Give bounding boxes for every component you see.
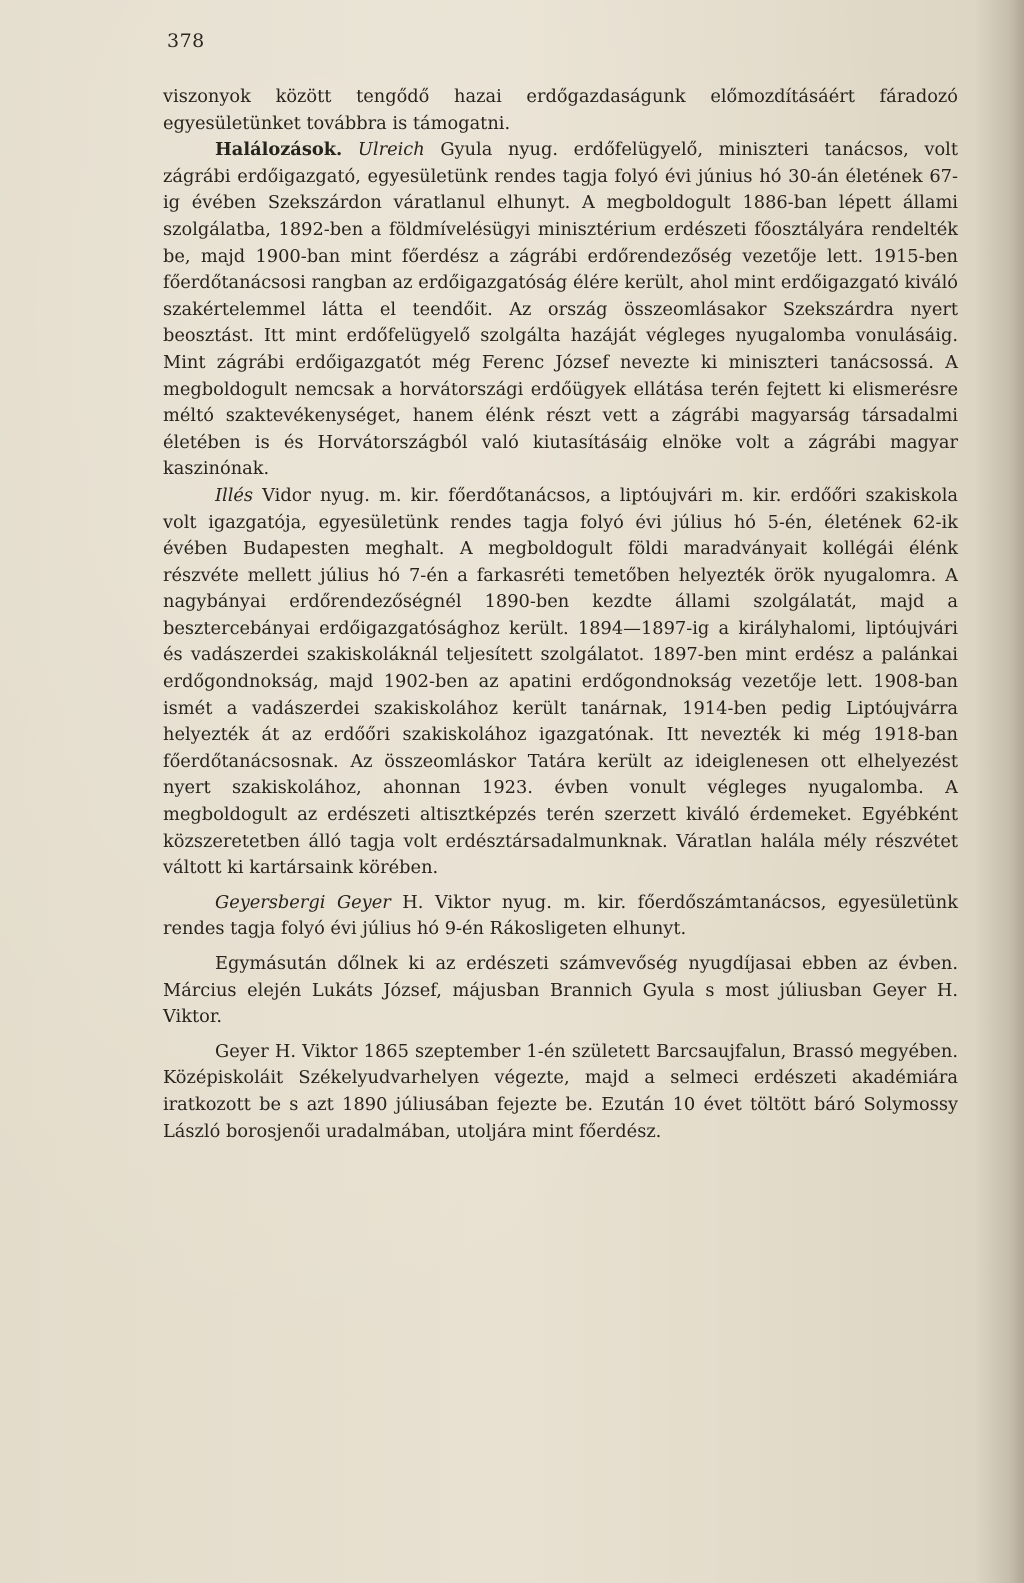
paragraph-geyer-biography [163, 1039, 958, 1145]
page-edge-shadow [974, 0, 1024, 1583]
paragraph-accounting-retirees [163, 951, 958, 1031]
person-name: Ulreich [357, 139, 425, 161]
paragraph-text: viszonyok között tengődő hazai erdőgazdaságunk előmozdításáért fáradozó egyesületünket továbbra is támogatni. [163, 86, 958, 134]
page-number: 378 [167, 30, 205, 52]
paragraph-obituary-ulreich [163, 137, 958, 483]
paragraph-text: Egymásután dőlnek ki az erdészeti számvevőség nyugdíjasai ebben az évben. Március elején Lukáts József, májusban Brannich Gyula s most júliusban Geyer H. Viktor. [163, 953, 958, 1028]
person-name: Illés [215, 484, 254, 506]
section-heading: Halálozások. [215, 139, 343, 161]
paragraph-obituary-illes [163, 483, 958, 882]
body-text [163, 84, 958, 1145]
person-name: Geyersbergi Geyer [215, 891, 391, 913]
paragraph-text: Vidor nyug. m. kir. főerdőtanácsos, a liptóujvári m. kir. erdőőri szakiskola volt igazgatója, egyesületünk rendes tagja folyó évi július hó 5-én, életének 62-ik évében Budapesten meghalt. A megboldogult földi maradványait kollégái élénk részvéte mellett július hó 7-én a farkasréti temetőben helyezték örök nyugalomra. A nagybányai erdőrendezőségnél 1890-ben kezdte állami szolgálatát, majd a besztercebányai erdőigazgatósághoz került. 1894—1897-ig a királyhalomi, liptóujvári és vadászerdei szakiskoláknál teljesített szolgálatot. 1897-ben mint erdész a palánkai erdőgondnokság, majd 1902-ben az apatini erdőgondnokság vezetője lett. 1908-ban ismét a vadászerdei szakiskolához került tanárnak, 1914-ben pedig Liptóujvárra helyezték át az erdőőri szakiskolához igazgatónak. Itt nevezték ki még 1918-ban főerdőtanácsosnak. Az összeomláskor Tatára került az ideiglenesen ott elhelyezést nyert szakiskolához, ahonnan 1923. évben vonult végleges nyugalomba. A megboldogult az erdészeti altisztképzés terén szerzett kiváló érdemeket. Egyébként közszeretetben álló tagja volt erdésztársadalmunknak. Váratlan halála mély részvétet váltott ki kartársaink körében. [163, 484, 958, 879]
paragraph-text: Geyer H. Viktor 1865 szeptember 1-én született Barcsaujfalun, Brassó megyében. Középiskoláit Székelyudvarhelyen végezte, majd a selmeci erdészeti akadémiára iratkozott be s azt 1890 júliusában fejezte be. Ezután 10 évet töltött báró Solymossy László borosjenői uradalmában, utoljára mint főerdész. [163, 1040, 958, 1142]
paragraph-text: Gyula nyug. erdőfelügyelő, miniszteri tanácsos, volt zágrábi erdőigazgató, egyesületünk rendes tagja folyó évi június hó 30-án életének 67-ig évében Szekszárdon váratlanul elhunyt. A megboldogult 1886-ban lépett állami szolgálatba, 1892-ben a földmívelésügyi minisztérium erdészeti főosztályára rendelték be, majd 1900-ban mint főerdész a zágrábi erdőrendezőség vezetője lett. 1915-ben főerdőtanácsosi rangban az erdőigazgatóság élére került, ahol mint erdőigazgató kiváló szakértelemmel látta el teendőit. Az ország összeomlásakor Szekszárdra nyert beosztást. Itt mint erdőfelügyelő szolgálta hazáját végleges nyugalomba vonulásáig. Mint zágrábi erdőigazgatót még Ferenc József nevezte ki miniszteri tanácsossá. A megboldogult nemcsak a horvátországi erdőügyek ellátása terén fejtett ki elismerésre méltó szaktevékenységet, hanem élénk részt vett a zágrábi magyarság társadalmi életében is és Horvátországból való kiutasításáig elnöke volt a zágrábi magyar kaszinónak. [163, 139, 958, 480]
paragraph-intro [163, 84, 958, 137]
paragraph-text: H. Viktor nyug. m. kir. főerdőszámtanácsos, egyesületünk rendes tagja folyó évi július hó 9-én Rákosligeten elhunyt. [163, 891, 958, 940]
paragraph-obituary-geyer [163, 890, 958, 943]
